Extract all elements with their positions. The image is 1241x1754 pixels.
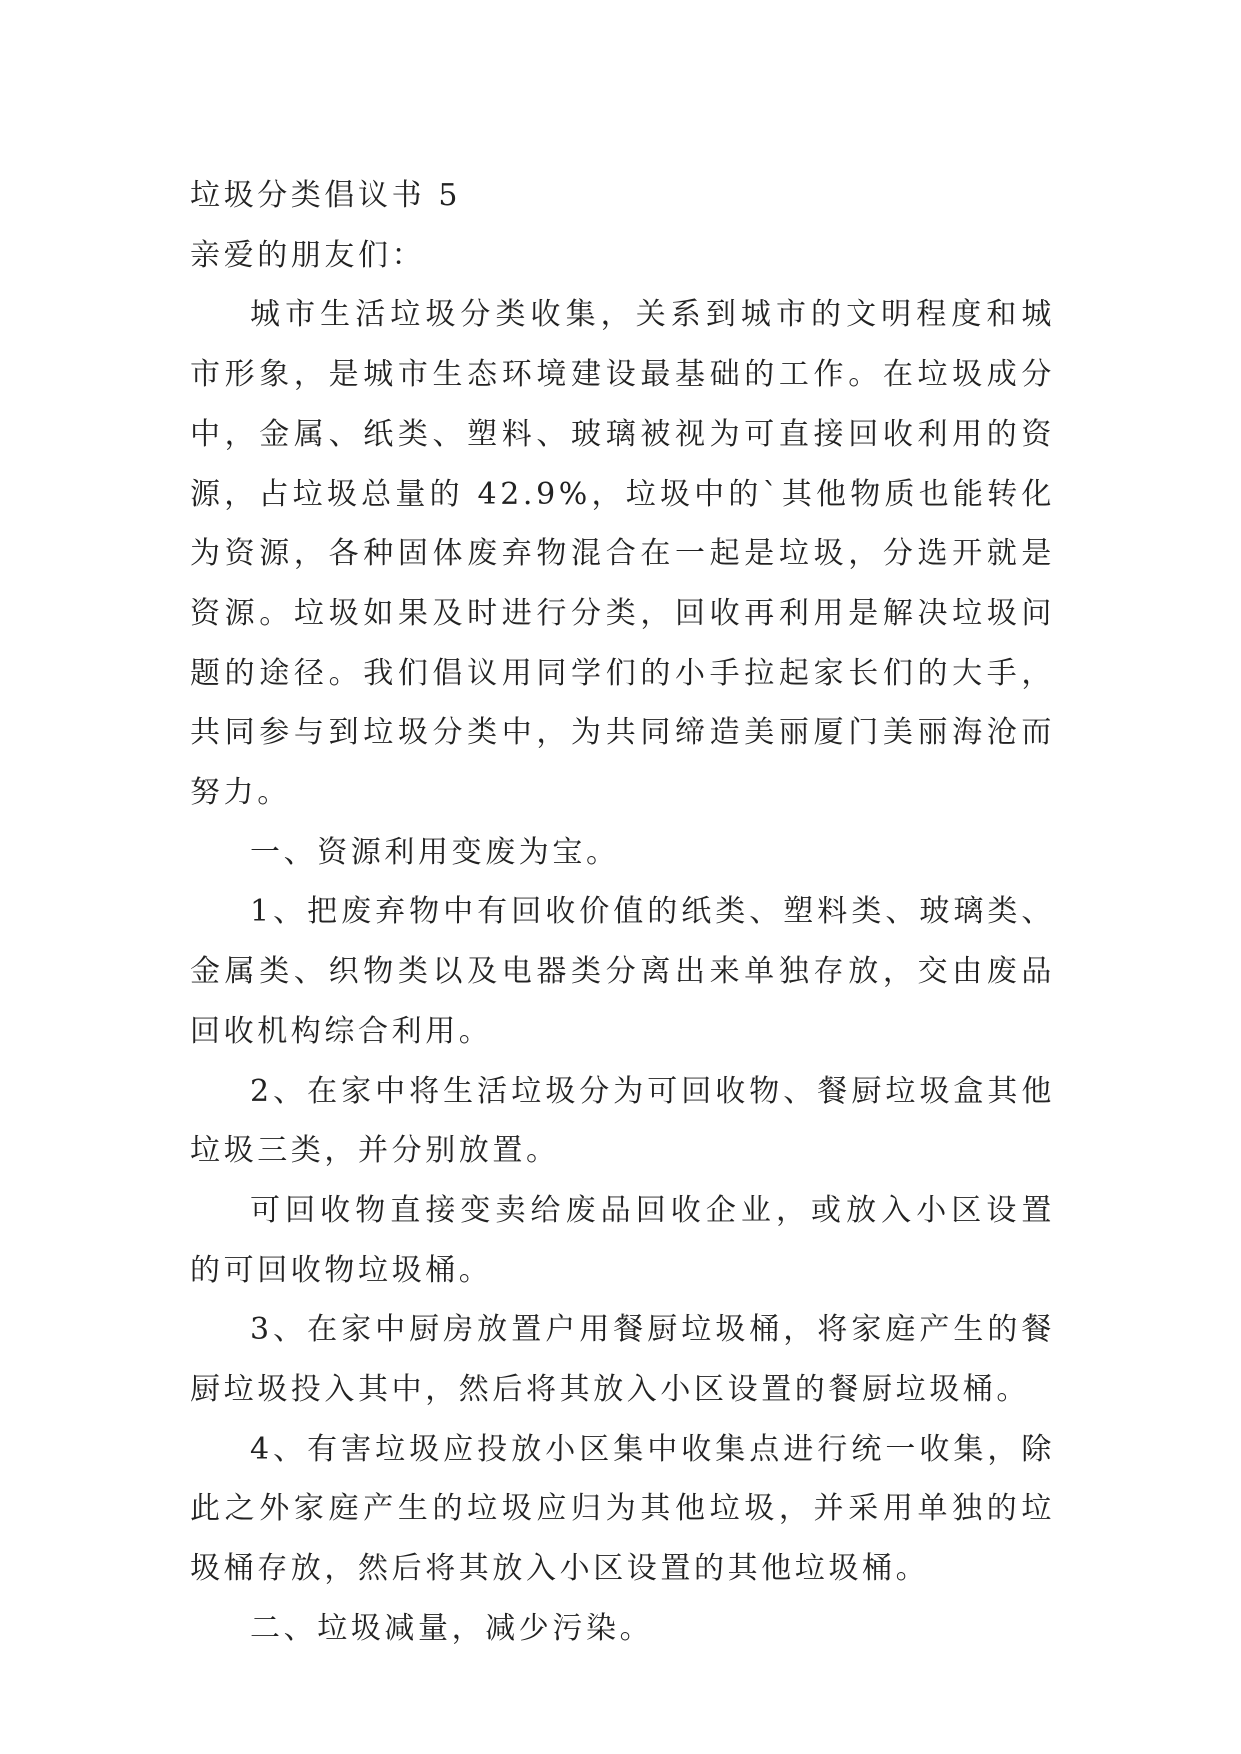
paragraph-item-4: 4、有害垃圾应投放小区集中收集点进行统一收集，除此之外家庭产生的垃圾应归为其他垃圾，并采用单独的垃圾桶存放，然后将其放入小区设置的其他垃圾桶。	[190, 1431, 1055, 1587]
section-heading-2: 二、垃圾减量，减少污染。	[250, 1610, 654, 1646]
section-heading-1: 一、资源利用变废为宝。	[250, 834, 620, 870]
greeting: 亲爱的朋友们：	[190, 237, 426, 273]
paragraph-item-2: 2、在家中将生活垃圾分为可回收物、餐厨垃圾盒其他垃圾三类，并分别放置。	[190, 1073, 1055, 1169]
paragraph-item-1: 1、把废弃物中有回收价值的纸类、塑料类、玻璃类、金属类、织物类以及电器类分离出来单独存放，交由废品回收机构综合利用。	[190, 894, 1055, 1049]
paragraph-recyclables: 可回收物直接变卖给废品回收企业，或放入小区设置的可回收物垃圾桶。	[190, 1192, 1055, 1288]
paragraph-intro: 城市生活垃圾分类收集，关系到城市的文明程度和城市形象，是城市生态环境建设最基础的工作。在垃圾成分中，金属、纸类、塑料、玻璃被视为可直接回收利用的资源，占垃圾总量的 42.9%，垃圾中的`其他物质也能转化为资源，各种固体废弃物混合在一起是垃圾，分选开就是资源。垃圾如果及时进行分类，回收再利用是解决垃圾问题的途径。我们倡议用同学们的小手拉起家长们的大手，共同参与到垃圾分类中，为共同缔造美丽厦门美丽海沧而努力。	[190, 297, 1055, 811]
paragraph-item-3: 3、在家中厨房放置户用餐厨垃圾桶，将家庭产生的餐厨垃圾投入其中，然后将其放入小区设置的餐厨垃圾桶。	[190, 1312, 1055, 1408]
document-title: 垃圾分类倡议书 5	[190, 178, 462, 213]
document-body	[190, 166, 1055, 1659]
